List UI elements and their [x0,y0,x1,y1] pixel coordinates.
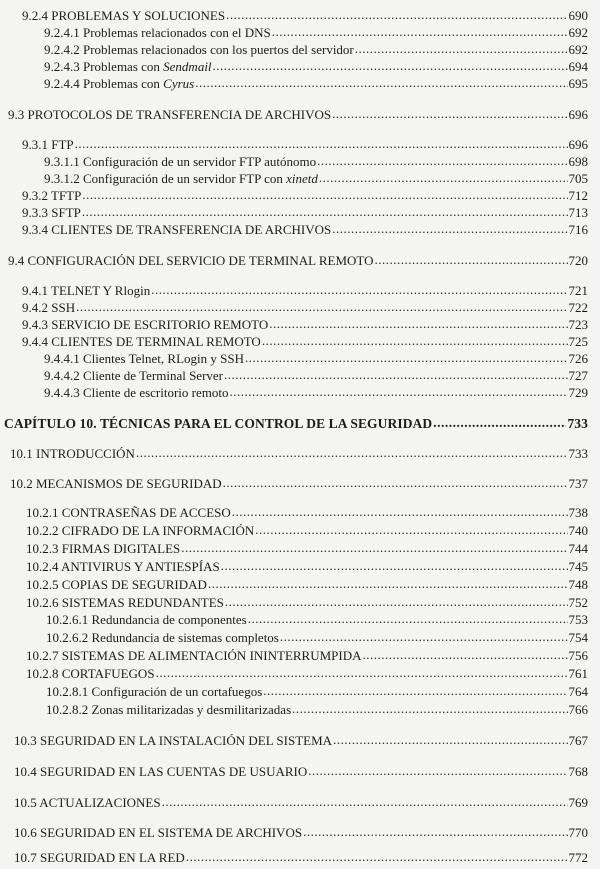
toc-entry-title: 9.4.2 SSH [22,300,76,315]
toc-entry [22,205,588,220]
toc-entry-page: 744 [568,541,588,556]
toc-entry-page: 770 [568,825,588,840]
toc-entry-page: 738 [568,505,588,520]
toc-entry-title: 10.7 SEGURIDAD EN LA RED [14,850,185,865]
toc-entry-page: 727 [568,368,588,383]
dot-leader [269,316,567,331]
toc-entry [8,253,588,268]
toc-entry-page: 723 [568,317,588,332]
toc-entry-title: 9.3.3 SFTP [22,205,81,220]
toc-entry-title [44,59,212,74]
toc-entry-title: 9.3.2 TFTP [22,188,82,203]
toc-entry-title: 9.4.4.3 Cliente de escritorio remoto [44,385,229,400]
toc-entry-page: 725 [568,334,588,349]
toc-entry-title: 10.4 SEGURIDAD EN LAS CUENTAS DE USUARIO [14,764,308,779]
dot-leader [82,187,567,202]
toc-entry-title: CAPÍTULO 10. TÉCNICAS PARA EL CONTROL DE LA SEGURIDAD [4,416,433,431]
toc-entry [14,795,588,810]
toc-entry [14,825,588,840]
toc-entry-title: 10.2.8.1 Configuración de un cortafuegos [46,684,263,699]
toc-entry [46,684,588,699]
toc-chapter-heading [4,416,588,431]
toc-entry-title: 10.2.6.2 Redundancia de sistemas completos [46,630,279,645]
toc-entry-title: 10.2.8 CORTAFUEGOS [26,666,155,681]
toc-entry-page: 692 [568,25,588,40]
toc-entry [46,702,588,717]
dot-leader [208,576,568,591]
toc-entry-page: 721 [568,283,588,298]
toc-entry [8,107,588,122]
dot-leader [375,252,568,267]
toc-entry [26,505,588,520]
toc-entry [44,385,588,400]
toc-entry-title: 10.2.7 SISTEMAS DE ALIMENTACIÓN ININTERRUMPIDA [26,648,362,663]
toc-entry [46,612,588,627]
toc-entry [22,222,588,237]
toc-entry [22,188,588,203]
toc-entry-page: 756 [568,648,588,663]
dot-leader [245,350,568,365]
toc-entry [14,733,588,748]
toc-entry [22,137,588,152]
dot-leader [213,58,568,73]
toc-entry-title: 10.2.3 FIRMAS DIGITALES [26,541,181,556]
dot-leader [223,475,568,490]
toc-entry-page: 768 [568,764,588,779]
toc-entry-page: 733 [567,416,588,431]
toc-entry-title: 10.2.6.1 Redundancia de componentes [46,612,247,627]
toc-entry-title-italic: Cyrus [163,76,195,91]
toc-entry-page: 745 [568,559,588,574]
toc-entry-page: 692 [568,42,588,57]
dot-leader [292,701,567,716]
toc-entry-page: 720 [568,253,588,268]
toc-entry-page: 705 [568,171,588,186]
toc-entry-page: 740 [568,523,588,538]
toc-entry-page: 729 [568,385,588,400]
dot-leader [363,647,568,662]
dot-leader [226,7,567,22]
toc-entry [44,154,588,169]
toc-entry-title: 9.3.1 FTP [22,137,74,152]
toc-entry-title: 10.2.1 CONTRASEÑAS DE ACCESO [26,505,231,520]
toc-entry-page: 695 [568,76,588,91]
toc-entry-title: 10.2.6 SISTEMAS REDUNDANTES [26,595,224,610]
dot-leader [224,367,568,382]
toc-entry [44,368,588,383]
toc-entry [26,595,588,610]
dot-leader [156,665,568,680]
toc-entry [46,630,588,645]
toc-entry [10,446,588,461]
toc-entry [44,25,588,40]
toc-entry-title: 9.4.1 TELNET Y Rlogin [22,283,151,298]
dot-leader [232,504,568,519]
toc-entry-page: 766 [568,702,588,717]
dot-leader [255,522,567,537]
dot-leader [151,282,567,297]
toc-entry [26,577,588,592]
toc-entry-page: 712 [568,188,588,203]
dot-leader [280,629,568,644]
toc-entry-page: 722 [568,300,588,315]
toc-entry [44,42,588,57]
toc-entry-page: 764 [568,684,588,699]
dot-leader [181,540,567,555]
toc-entry [44,171,588,186]
toc-entry [44,59,588,74]
dot-leader [76,299,567,314]
dot-leader [303,824,567,839]
dot-leader [221,558,568,573]
toc-entry-page: 726 [568,351,588,366]
toc-entry-title: 10.2.2 CIFRADO DE LA INFORMACIÓN [26,523,255,538]
toc-entry-title: 10.3 SEGURIDAD EN LA INSTALACIÓN DEL SISTEMA [14,733,333,748]
dot-leader [319,170,568,185]
toc-entry [22,334,588,349]
toc-entry [10,476,588,491]
dot-leader [225,594,568,609]
toc-entry-title: 10.2.5 COPIAS DE SEGURIDAD [26,577,207,592]
toc-entry-title [44,76,194,91]
toc-entry-page: 753 [568,612,588,627]
toc-entry-title: 9.4.4 CLIENTES DE TERMINAL REMOTO [22,334,261,349]
toc-entry-title-prefix: 9.3.1.2 Configuración de un servidor FTP con [44,171,287,186]
toc-entry [26,541,588,556]
toc-entry-title: 10.5 ACTUALIZACIONES [14,795,161,810]
toc-entry-title-italic: xinetd [286,171,318,186]
dot-leader [262,333,568,348]
toc-entry-title: 9.4.4.2 Cliente de Terminal Server [44,368,223,383]
dot-leader [332,106,567,121]
toc-entry [44,351,588,366]
toc-entry-page: 690 [568,8,588,23]
dot-leader [263,683,567,698]
toc-entry-title-prefix: 9.2.4.4 Problemas con [44,76,164,91]
dot-leader [317,153,567,168]
dot-leader [333,732,567,747]
toc-entry-page: 713 [568,205,588,220]
dot-leader [136,445,568,460]
toc-entry-title: 10.1 INTRODUCCIÓN [10,446,135,461]
dot-leader [186,849,568,864]
toc-entry [26,523,588,538]
toc-entry-title [44,171,318,186]
toc-entry-page: 694 [568,59,588,74]
dot-leader [82,204,568,219]
toc-entry [44,76,588,91]
toc-entry-title: 9.3.1.1 Configuración de un servidor FTP autónomo [44,154,317,169]
dot-leader [332,221,567,236]
toc-entry-title-prefix: 9.2.4.3 Problemas con [44,59,164,74]
dot-leader [229,384,567,399]
toc-entry-title: 9.4 CONFIGURACIÓN DEL SERVICIO DE TERMINAL REMOTO [8,253,374,268]
toc-entry-page: 698 [568,154,588,169]
toc-entry-title: 9.2.4 PROBLEMAS Y SOLUCIONES [22,8,226,23]
toc-entry-title: 10.6 SEGURIDAD EN EL SISTEMA DE ARCHIVOS [14,825,303,840]
toc-entry-title: 9.4.3 SERVICIO DE ESCRITORIO REMOTO [22,317,269,332]
toc-entry-page: 752 [568,595,588,610]
toc-entry-title: 9.3.4 CLIENTES DE TRANSFERENCIA DE ARCHIVOS [22,222,332,237]
dot-leader [433,415,566,430]
toc-entry-page: 737 [568,476,588,491]
toc-entry-title: 9.2.4.2 Problemas relacionados con los puertos del servidor [44,42,354,57]
toc-entry-page: 769 [568,795,588,810]
toc-entry-page: 696 [568,107,588,122]
toc-entry [26,559,588,574]
toc-entry-title: 9.4.4.1 Clientes Telnet, RLogin y SSH [44,351,244,366]
toc-entry-page: 748 [568,577,588,592]
dot-leader [248,611,568,626]
toc-entry [26,666,588,681]
dot-leader [162,794,568,809]
toc-entry-page: 754 [568,630,588,645]
dot-leader [355,41,568,56]
toc-entry-page: 716 [568,222,588,237]
toc-entry-title: 10.2.4 ANTIVIRUS Y ANTIESPÍAS [26,559,220,574]
toc-entry-title: 9.3 PROTOCOLOS DE TRANSFERENCIA DE ARCHIVOS [8,107,332,122]
toc-entry [14,764,588,779]
dot-leader [195,75,567,90]
dot-leader [75,136,568,151]
toc-entry [14,850,588,865]
toc-entry [22,300,588,315]
toc-entry [22,317,588,332]
toc-entry-page: 696 [568,137,588,152]
toc-entry [22,8,588,23]
toc-entry-title: 9.2.4.1 Problemas relacionados con el DNS [44,25,271,40]
dot-leader [272,24,568,39]
toc-entry-page: 733 [568,446,588,461]
toc-entry-page: 761 [568,666,588,681]
toc-entry [26,648,588,663]
toc-entry-title: 10.2.8.2 Zonas militarizadas y desmilitarizadas [46,702,292,717]
toc-entry [22,283,588,298]
dot-leader [308,763,567,778]
toc-entry-page: 767 [568,733,588,748]
toc-entry-title-italic: Sendmail [163,59,212,74]
toc-entry-title: 10.2 MECANISMOS DE SEGURIDAD [10,476,222,491]
toc-entry-page: 772 [568,850,588,865]
